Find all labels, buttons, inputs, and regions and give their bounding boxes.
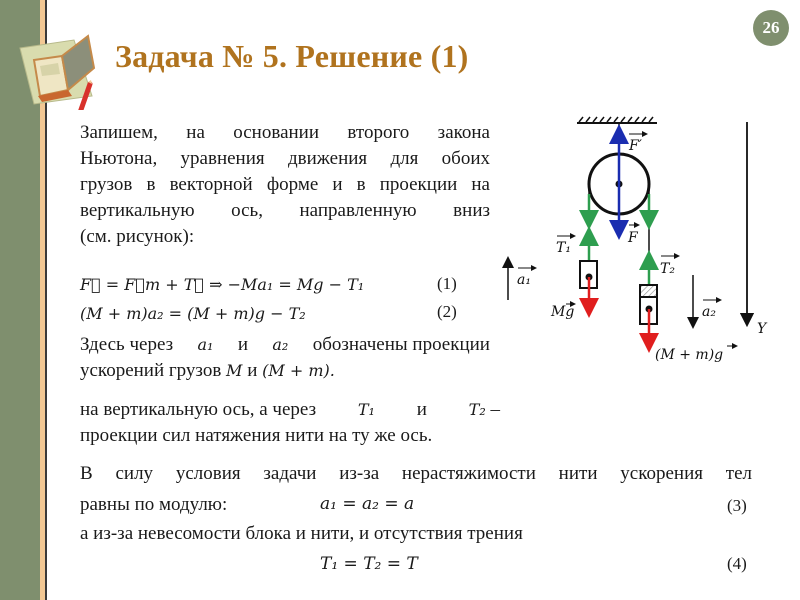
open-book-with-pencil-icon xyxy=(12,18,102,110)
slide-title: Задача № 5. Решение (1) xyxy=(115,38,469,74)
label-T2: T₂ xyxy=(660,261,675,277)
intro-line: грузов в векторной форме и в проекции на xyxy=(80,174,490,195)
condition-line-2: равны по модулю: xyxy=(80,494,228,515)
condition-line-1: В силу условия задачи из-за нерастяжимости нити ускорения тел xyxy=(80,463,752,484)
equation-2-number: (2) xyxy=(437,302,457,321)
label-a2: a₂ xyxy=(702,304,716,320)
tension-paragraph xyxy=(80,397,500,449)
equation-4: T₁ = T₂ = T xyxy=(320,554,418,574)
intro-line: Ньютона, уравнения движения для обоих xyxy=(80,148,490,169)
label-a1: a₁ xyxy=(517,272,531,288)
label-F-prime: F′ xyxy=(629,138,642,154)
notation-paragraph xyxy=(80,332,490,384)
intro-line: Запишем, на основании второго закона xyxy=(80,122,490,143)
intro-paragraph xyxy=(80,120,490,250)
equation-2: (M + m)a₂ = (M + m)g − T₂ xyxy=(80,304,306,323)
label-Mg: Mg xyxy=(551,304,575,320)
weightless-line: а из-за невесомости блока и нити, и отсутствия трения xyxy=(80,523,523,544)
equation-1-number: (1) xyxy=(437,274,457,293)
equation-1: F⃗ = F⃗т + T⃗ ⇒ −Ma₁ = Mg − T₁ xyxy=(80,275,365,294)
label-F: F xyxy=(628,230,638,246)
page-number-badge: 26 xyxy=(753,10,789,46)
added-mass-m xyxy=(641,286,656,297)
equation-3: a₁ = a₂ = a xyxy=(320,494,415,514)
intro-line: вертикальную ось, направленную вниз xyxy=(80,200,490,221)
equation-4-number: (4) xyxy=(727,554,747,573)
label-T1: T₁ xyxy=(556,240,571,256)
label-Y: Y xyxy=(757,321,767,337)
tension-line-2: проекции сил натяжения нити на ту же ось. xyxy=(80,425,433,446)
label-Mmg: (M + m)g xyxy=(655,347,724,363)
ceiling-support xyxy=(577,117,657,154)
tension-line-1: на вертикальную ось, а через T₁ и T₂ – xyxy=(80,399,500,420)
equation-3-number: (3) xyxy=(727,496,747,515)
notation-line-2: ускорений грузов M и (M + m). xyxy=(80,360,335,381)
pulley-diagram xyxy=(495,110,795,370)
notation-line-1: Здесь через a₁ и a₂ обозначены проекции xyxy=(80,334,490,355)
intro-line: (см. рисунок): xyxy=(80,226,195,247)
